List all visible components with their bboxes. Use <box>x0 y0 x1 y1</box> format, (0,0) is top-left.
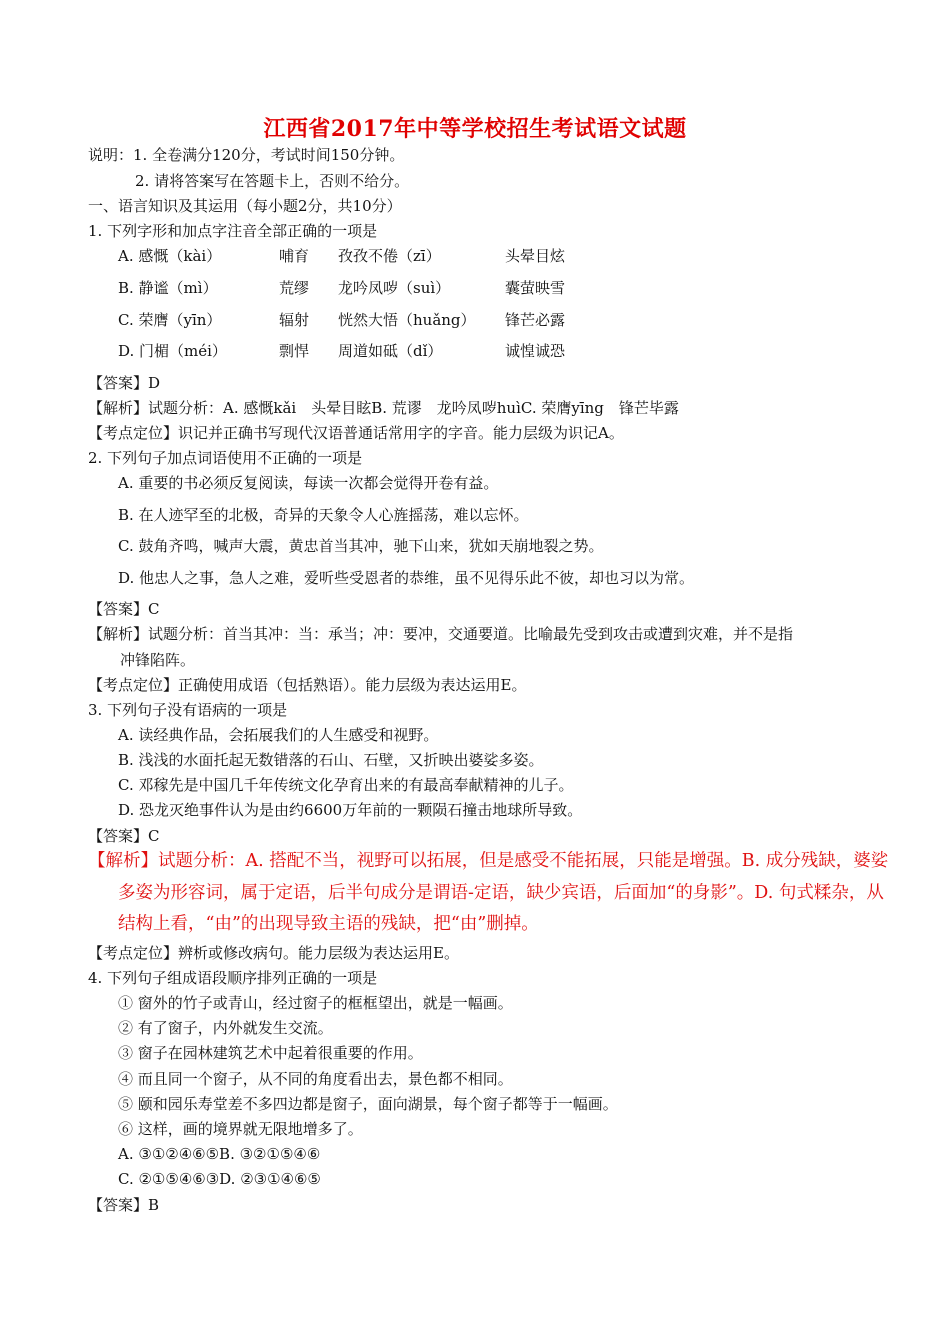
question-3-analysis-line-2: 多姿为形容词，属于定语，后半句成分是谓语-定语，缺少宾语，后面加“的身影”。D. 句式糅杂，从 <box>118 883 884 903</box>
question-1-analysis: 【解析】试题分析：A. 感慨kǎi 头晕目眩B. 荒谬 龙吟凤哕huìC. 荣膺yīng 锋芒毕露 <box>88 399 679 417</box>
question-4-options-line-1: A. ③①②④⑥⑤B. ③②①⑤④⑥ <box>118 1145 321 1163</box>
question-2-option-d: D. 他忠人之事，急人之难，爱听些受恩者的恭维，虽不见得乐此不彼，却也习以为常。 <box>118 569 695 587</box>
question-3-answer: 【答案】C <box>88 827 160 845</box>
option-a-col-2: 哺育 <box>279 247 310 265</box>
option-d-col-1: D. 门楣（méi） <box>118 342 227 360</box>
option-a-col-4: 头晕目炫 <box>505 247 566 265</box>
question-1-point: 【考点定位】识记并正确书写现代汉语普通话常用字的字音。能力层级为识记A。 <box>88 424 624 442</box>
option-a-col-3: 孜孜不倦（zī） <box>338 247 441 265</box>
question-3-stem: 3. 下列句子没有语病的一项是 <box>88 701 288 719</box>
question-2-option-a: A. 重要的书必须反复阅读，每读一次都会觉得开卷有益。 <box>118 474 499 492</box>
question-4-stem: 4. 下列句子组成语段顺序排列正确的一项是 <box>88 969 378 987</box>
question-4-sentence-3: ③ 窗子在园林建筑艺术中起着很重要的作用。 <box>118 1044 423 1062</box>
question-1-answer: 【答案】D <box>88 374 161 392</box>
question-2-analysis-line-2: 冲锋陷阵。 <box>120 651 196 669</box>
instructions-line-2: 2. 请将答案写在答题卡上，否则不给分。 <box>135 172 410 190</box>
instructions-line-1: 说明：1. 全卷满分120分，考试时间150分钟。 <box>88 146 405 164</box>
question-3-option-c: C. 邓稼先是中国几千年传统文化孕育出来的有最高奉献精神的儿子。 <box>118 776 574 794</box>
question-3-analysis-line-1: 【解析】试题分析：A. 搭配不当，视野可以拓展，但是感受不能拓展，只能是增强。B. 成分残缺，婆娑 <box>88 851 889 871</box>
section-heading: 一、语言知识及其运用（每小题2分，共10分） <box>88 197 402 215</box>
question-2-point: 【考点定位】正确使用成语（包括熟语）。能力层级为表达运用E。 <box>88 676 527 694</box>
question-3-point: 【考点定位】辨析或修改病句。能力层级为表达运用E。 <box>88 944 459 962</box>
question-2-answer: 【答案】C <box>88 600 160 618</box>
option-c-col-1: C. 荣膺（yīn） <box>118 311 222 329</box>
option-b-col-2: 荒缪 <box>279 279 310 297</box>
question-2-analysis-line-1: 【解析】试题分析：首当其冲：当：承当；冲：要冲，交通要道。比喻最先受到攻击或遭到灾难，并不是指 <box>88 625 794 643</box>
option-b-col-4: 囊萤映雪 <box>505 279 566 297</box>
question-3-option-d: D. 恐龙灭绝事件认为是由约6600万年前的一颗陨石撞击地球所导致。 <box>118 801 583 819</box>
option-d-col-4: 诚惶诚恐 <box>505 342 566 360</box>
question-4-options-line-2: C. ②①⑤④⑥③D. ②③①④⑥⑤ <box>118 1170 321 1188</box>
question-3-analysis-line-3: 结构上看，“由”的出现导致主语的残缺，把“由”删掉。 <box>118 914 539 934</box>
option-a-col-1: A. 感慨（kài） <box>118 247 222 265</box>
option-c-col-3: 恍然大悟（huǎng） <box>338 311 476 329</box>
question-4-sentence-5: ⑤ 颐和园乐寿堂差不多四边都是窗子，面向湖景，每个窗子都等于一幅画。 <box>118 1095 618 1113</box>
option-d-col-2: 剽悍 <box>279 342 310 360</box>
question-4-sentence-6: ⑥ 这样，画的境界就无限地增多了。 <box>118 1120 363 1138</box>
option-c-col-2: 辐射 <box>279 311 310 329</box>
option-d-col-3: 周道如砥（dǐ） <box>338 342 443 360</box>
question-3-option-a: A. 读经典作品，会拓展我们的人生感受和视野。 <box>118 726 439 744</box>
option-b-col-3: 龙吟凤哕（suì） <box>338 279 451 297</box>
question-2-stem: 2. 下列句子加点词语使用不正确的一项是 <box>88 449 363 467</box>
question-4-sentence-4: ④ 而且同一个窗子，从不同的角度看出去，景色都不相同。 <box>118 1070 513 1088</box>
page-title: 江西省2017年中等学校招生考试语文试题 <box>263 116 687 142</box>
option-c-col-4: 锋芒必露 <box>505 311 566 329</box>
option-b-col-1: B. 静谧（mì） <box>118 279 218 297</box>
question-4-answer: 【答案】B <box>88 1196 160 1214</box>
question-3-option-b: B. 浅浅的水面托起无数错落的石山、石壁，又折映出婆娑多姿。 <box>118 751 544 769</box>
question-2-option-b: B. 在人迹罕至的北极，奇异的天象令人心旌摇荡，难以忘怀。 <box>118 506 529 524</box>
question-1-stem: 1. 下列字形和加点字注音全部正确的一项是 <box>88 222 378 240</box>
question-4-sentence-2: ② 有了窗子，内外就发生交流。 <box>118 1019 333 1037</box>
question-2-option-c: C. 鼓角齐鸣，喊声大震，黄忠首当其冲，驰下山来，犹如天崩地裂之势。 <box>118 537 604 555</box>
question-4-sentence-1: ① 窗外的竹子或青山，经过窗子的框框望出，就是一幅画。 <box>118 994 513 1012</box>
